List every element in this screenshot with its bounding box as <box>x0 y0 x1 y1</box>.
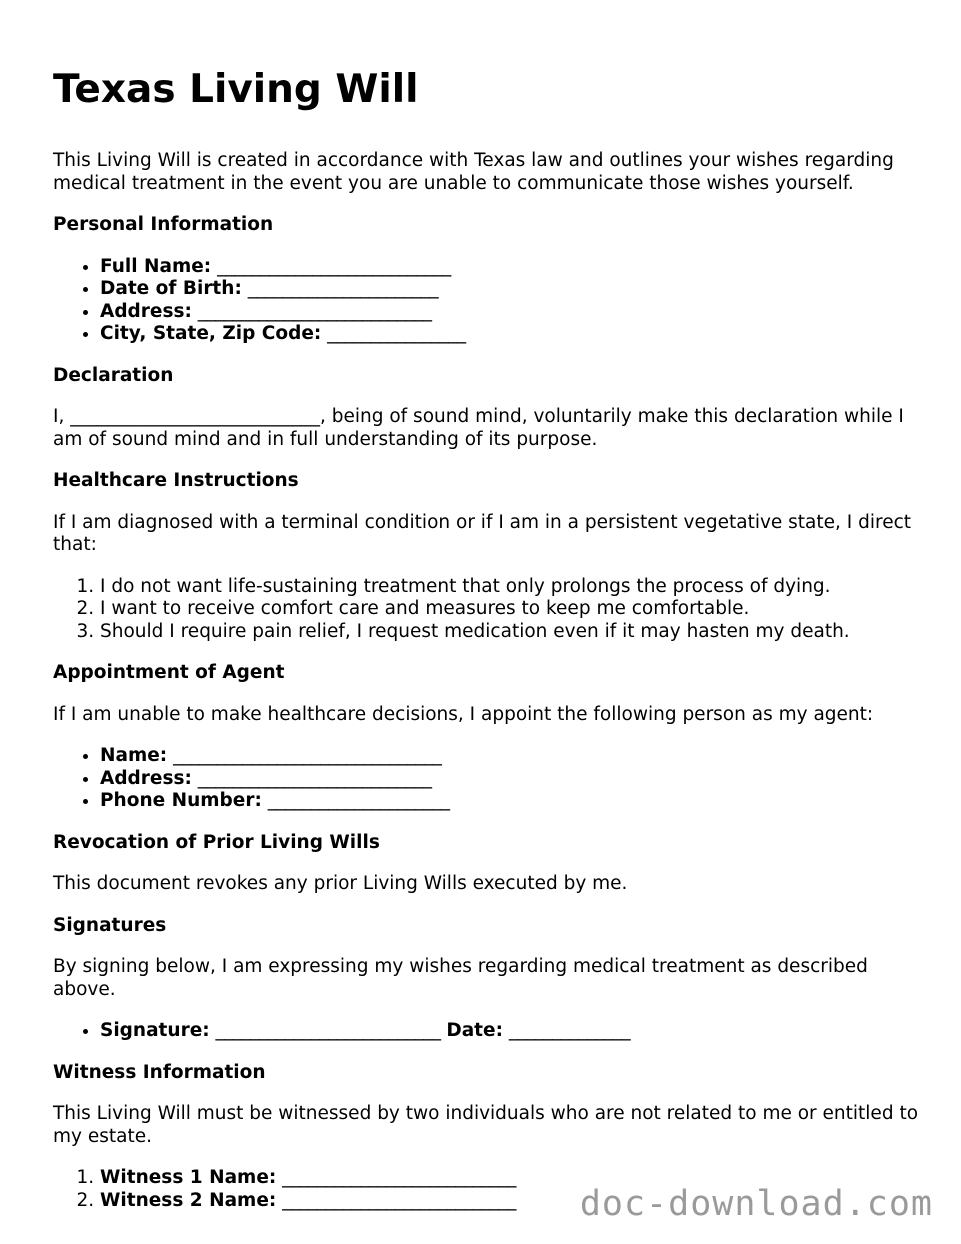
signatures-heading: Signatures <box>53 914 167 936</box>
watermark: doc-download.com <box>579 1184 933 1224</box>
agent-list <box>53 745 923 813</box>
list-item: • Address: ___________________________ <box>100 301 923 324</box>
declaration-heading: Declaration <box>53 364 174 386</box>
list-item: • City, State, Zip Code: ________________ <box>100 323 923 346</box>
signature-list <box>53 1020 923 1043</box>
list-item: • Name: _______________________________ <box>100 745 923 768</box>
revocation-paragraph: This document revokes any prior Living Wills executed by me. <box>53 873 628 894</box>
list-item: • Full Name: ___________________________ <box>100 256 923 279</box>
healthcare-paragraph: If I am diagnosed with a terminal condition or if I am in a persistent vegetative state, I direct that: <box>53 511 912 555</box>
list-item: • Date of Birth: ______________________ <box>100 278 923 301</box>
intro-paragraph: This Living Will is created in accordance with Texas law and outlines your wishes regarding medical treatment in the event you are unable to communicate those wishes yourself. <box>53 150 894 194</box>
list-item: 2. I want to receive comfort care and measures to keep me comfortable. <box>100 598 923 621</box>
healthcare-list <box>53 576 923 644</box>
list-item: 1. Witness 1 Name: ___________________________ <box>100 1167 923 1190</box>
list-item: 2. Witness 2 Name: ___________________________ <box>100 1190 923 1213</box>
declaration-paragraph: I, ___________________________, being of sound mind, voluntarily make this declaration while I am of sound mind and in full understanding of its purpose. <box>53 406 904 450</box>
list-item: • Signature: __________________________ Date: ______________ <box>100 1020 923 1043</box>
personal-info-heading: Personal Information <box>53 214 274 235</box>
personal-info-list <box>53 256 923 346</box>
witness-paragraph: This Living Will must be witnessed by two individuals who are not related to me or entitled to my estate. <box>53 1103 919 1147</box>
signatures-paragraph: By signing below, I am expressing my wishes regarding medical treatment as described above. <box>53 956 868 1000</box>
page-title: Texas Living Will <box>53 67 419 112</box>
agent-paragraph: If I am unable to make healthcare decisions, I appoint the following person as my agent: <box>53 703 874 725</box>
revocation-heading: Revocation of Prior Living Wills <box>53 831 380 853</box>
agent-heading: Appointment of Agent <box>53 662 285 683</box>
list-item: • Address: ___________________________ <box>100 768 923 791</box>
list-item: 1. I do not want life-sustaining treatment that only prolongs the process of dying. <box>100 576 923 599</box>
healthcare-heading: Healthcare Instructions <box>53 470 299 491</box>
witness-heading: Witness Information <box>53 1061 266 1083</box>
document <box>53 62 923 1231</box>
list-item: • Phone Number: _____________________ <box>100 790 923 813</box>
list-item: 3. Should I require pain relief, I request medication even if it may hasten my death. <box>100 621 923 644</box>
